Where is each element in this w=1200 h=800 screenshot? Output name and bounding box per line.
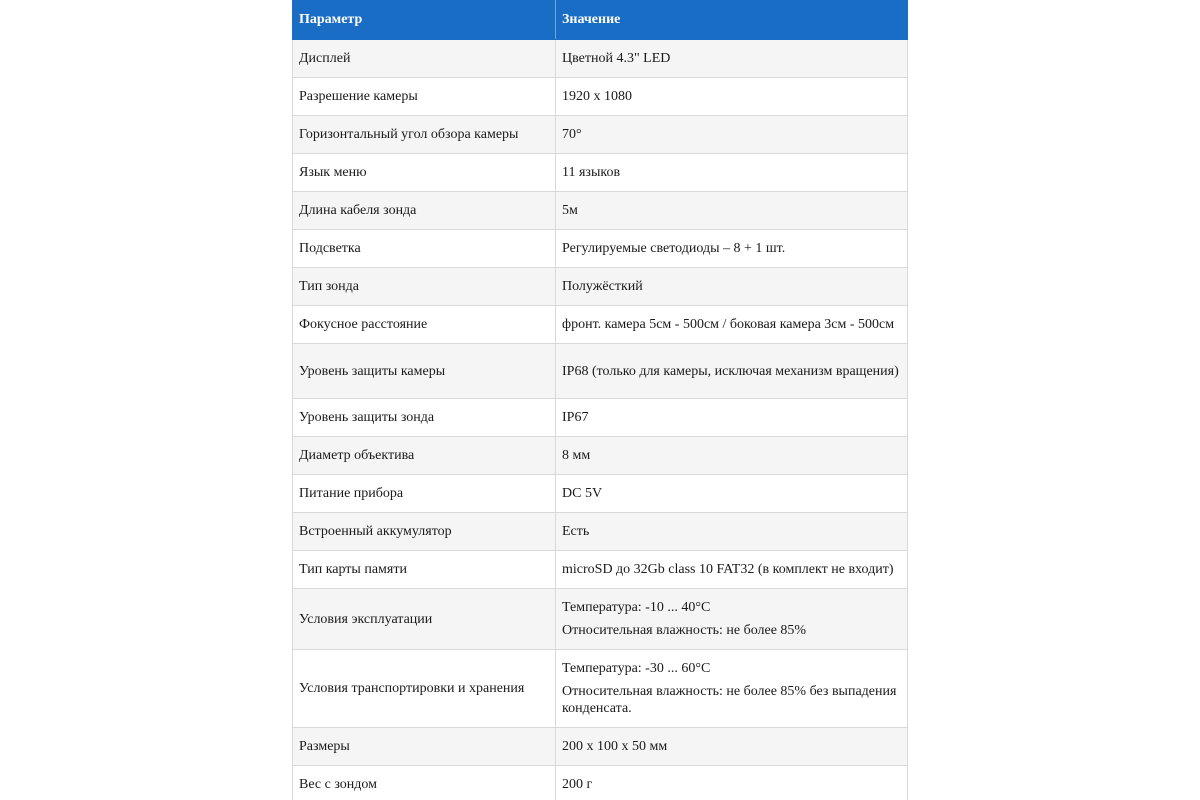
value-line: 11 языков [562,165,621,180]
value-cell [556,40,908,78]
header-param: Параметр [293,1,556,40]
table-row [293,650,908,728]
value-line: Относительная влажность: не более 85% без выпадения конденсата. [562,684,897,716]
header-value: Значение [556,1,908,40]
table-row [293,116,908,154]
value-cell [556,551,908,589]
value-line: 5м [562,203,578,218]
table-row [293,40,908,78]
value-cell [556,513,908,551]
param-cell: Диаметр объектива [293,437,556,475]
param-cell: Условия транспортировки и хранения [293,650,556,728]
value-line: 1920 х 1080 [562,89,632,104]
spec-table-header [293,1,908,40]
table-row [293,437,908,475]
table-row [293,230,908,268]
value-cell [556,344,908,399]
param-cell: Уровень защиты камеры [293,344,556,399]
param-cell: Питание прибора [293,475,556,513]
value-line: Температура: -30 ... 60°C [562,661,711,676]
table-row [293,513,908,551]
header-row [293,1,908,40]
value-cell [556,268,908,306]
value-cell [556,650,908,728]
value-line: IP68 (только для камеры, исключая механизм вращения) [562,363,899,379]
table-row [293,78,908,116]
value-cell [556,78,908,116]
value-cell [556,728,908,766]
value-line: Есть [562,524,590,539]
value-cell [556,399,908,437]
table-row [293,551,908,589]
value-cell [556,589,908,650]
value-cell [556,475,908,513]
table-row [293,306,908,344]
table-row [293,154,908,192]
value-cell [556,154,908,192]
param-cell: Размеры [293,728,556,766]
param-cell: Фокусное расстояние [293,306,556,344]
value-line: Цветной 4.3" LED [562,51,671,66]
spec-table-body [293,40,908,800]
value-line: 70° [562,127,582,142]
param-cell: Вес с зондом [293,766,556,800]
value-cell [556,192,908,230]
value-cell [556,116,908,154]
value-cell [556,437,908,475]
value-line: Регулируемые светодиоды – 8 + 1 шт. [562,241,786,256]
table-row [293,399,908,437]
value-line: Полужёсткий [562,279,643,294]
table-row [293,344,908,399]
value-line: Температура: -10 ... 40°C [562,600,711,615]
param-cell: Разрешение камеры [293,78,556,116]
table-row [293,766,908,800]
value-cell [556,230,908,268]
spec-table [292,0,908,800]
value-line: 200 х 100 х 50 мм [562,739,668,754]
param-cell: Язык меню [293,154,556,192]
param-cell: Длина кабеля зонда [293,192,556,230]
value-line: Относительная влажность: не более 85% [562,623,807,638]
param-cell: Подсветка [293,230,556,268]
param-cell: Условия эксплуатации [293,589,556,650]
value-line: DC 5V [562,486,603,501]
value-line: 200 г [562,777,593,792]
table-row [293,728,908,766]
table-row [293,589,908,650]
param-cell: Тип зонда [293,268,556,306]
value-line: фронт. камера 5см - 500см / боковая камера 3см - 500см [562,317,895,332]
param-cell: Дисплей [293,40,556,78]
param-cell: Горизонтальный угол обзора камеры [293,116,556,154]
param-cell: Встроенный аккумулятор [293,513,556,551]
table-row [293,475,908,513]
value-cell [556,306,908,344]
value-cell [556,766,908,800]
param-cell: Уровень защиты зонда [293,399,556,437]
table-row [293,268,908,306]
value-line: microSD до 32Gb class 10 FAT32 (в комплект не входит) [562,562,894,577]
value-line: 8 мм [562,448,591,463]
table-row [293,192,908,230]
param-cell: Тип карты памяти [293,551,556,589]
value-line: IP67 [562,410,589,425]
